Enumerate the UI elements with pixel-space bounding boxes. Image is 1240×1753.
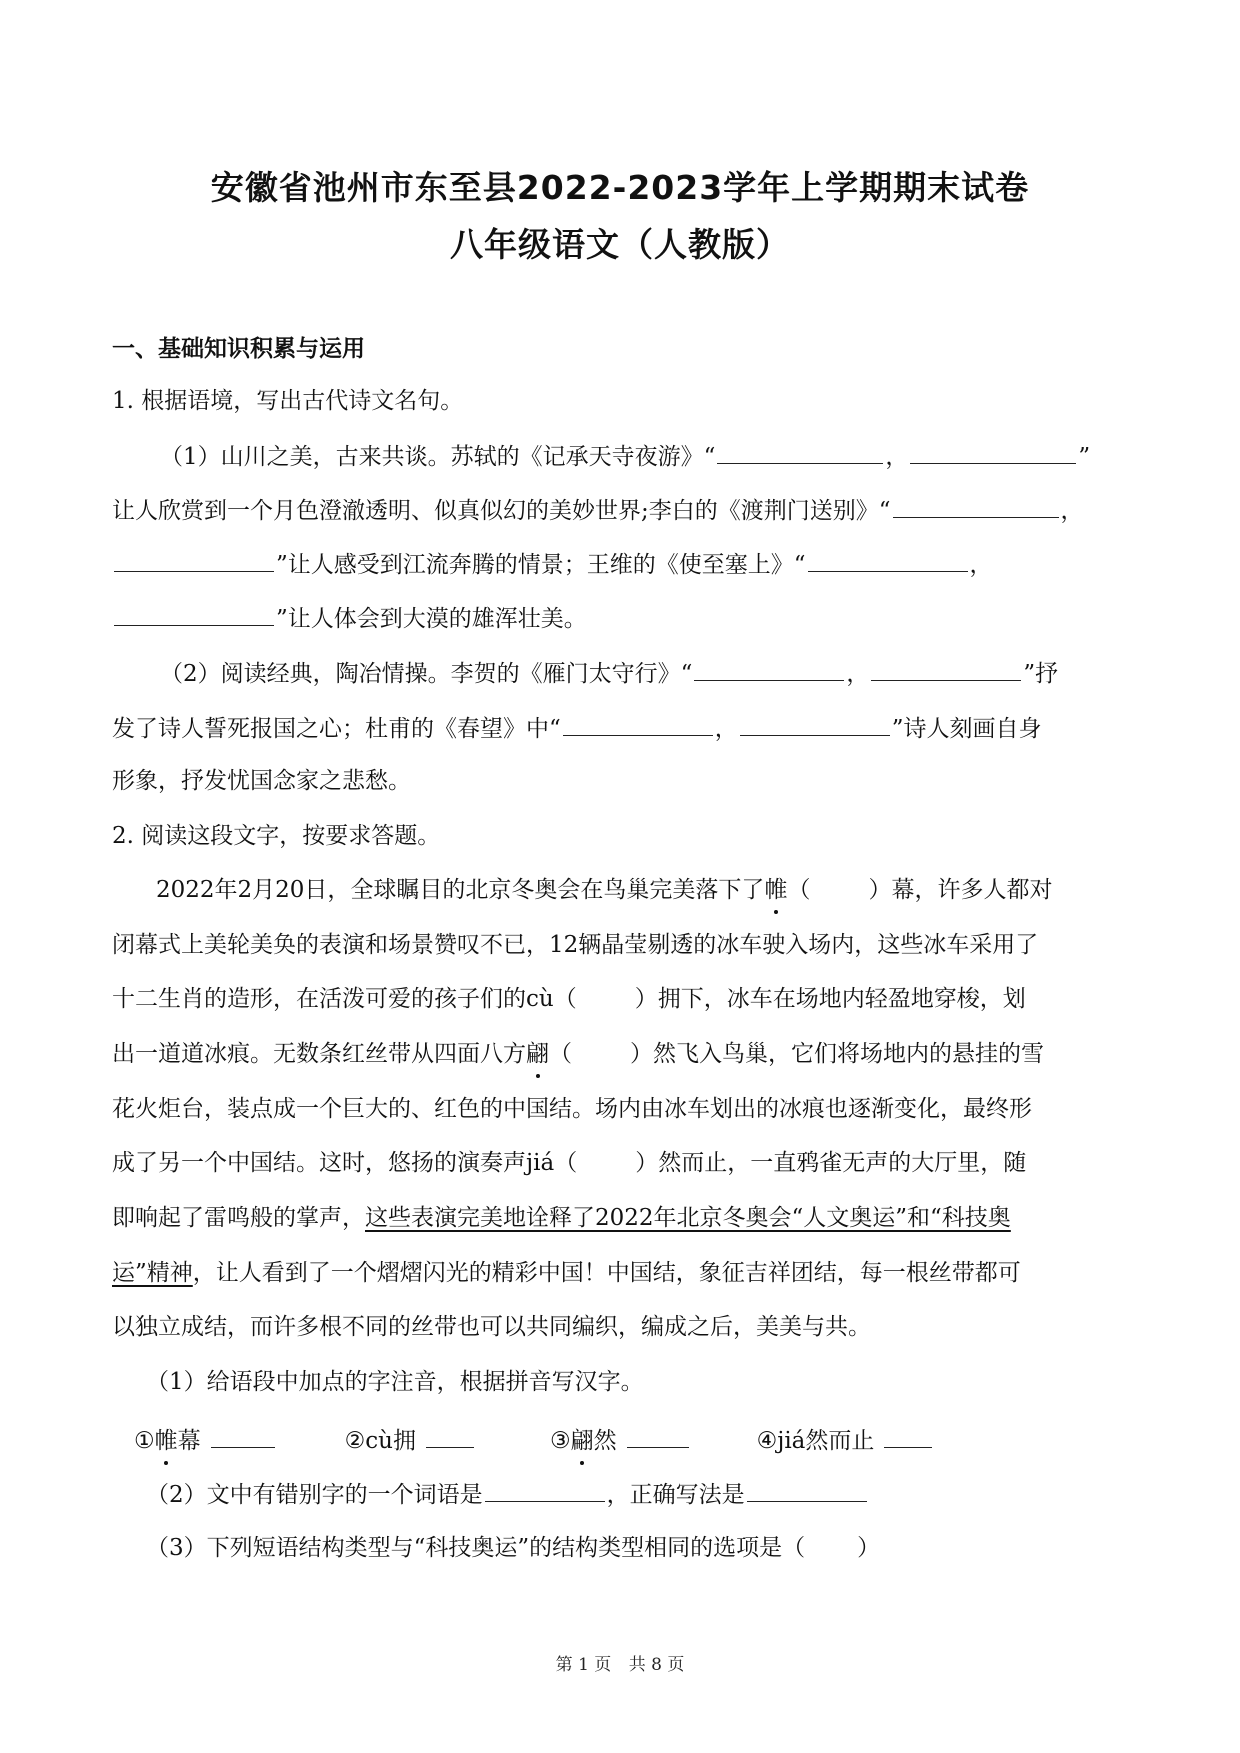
answer-blank[interactable]	[426, 1423, 474, 1448]
q2-sub1: （1）给语段中加点的字注音，根据拼音写汉字。	[146, 1369, 644, 1395]
page-total: 共 8 页	[628, 1655, 685, 1675]
answer-blank[interactable]	[114, 601, 274, 626]
q2-passage-line9: 以独立成结，而许多根不同的丝带也可以共同编织，编成之后，美美与共。	[112, 1314, 871, 1340]
exam-title: 安徽省池州市东至县2022-2023学年上学期期末试卷	[210, 168, 1030, 207]
q2-sub3: （3）下列短语结构类型与“科技奥运”的结构类型相同的选项是（ ）	[146, 1535, 881, 1561]
exam-subtitle: 八年级语文（人教版）	[450, 225, 790, 264]
answer-blank[interactable]	[808, 547, 968, 572]
underlined-sentence: 运”精神	[112, 1260, 193, 1286]
page-footer	[0, 1650, 1240, 1675]
q2-passage-line6: 成了另一个中国结。这时，悠扬的演奏声jiá（ ）然而止，一直鸦雀无声的大厅里，随	[112, 1150, 1027, 1176]
item-1: ①帷幕	[134, 1428, 201, 1454]
q2-stem: 2. 阅读这段文字，按要求答题。	[112, 823, 441, 849]
answer-blank[interactable]	[884, 1423, 932, 1448]
item-3: ③翩然	[550, 1428, 617, 1454]
page-number: 第 1 页	[555, 1655, 612, 1675]
q2-passage-line3: 十二生肖的造形，在活泼可爱的孩子们的cù（ ）拥下，冰车在场地内轻盈地穿梭，划	[112, 986, 1026, 1012]
answer-blank[interactable]	[563, 711, 713, 736]
item-4: ④jiá然而止	[756, 1428, 875, 1454]
answer-blank[interactable]	[910, 439, 1076, 464]
answer-blank[interactable]	[694, 656, 844, 681]
dotted-char: 翩	[526, 1038, 549, 1070]
q1-p2-line3: 形象，抒发忧国念家之悲愁。	[112, 768, 411, 794]
answer-blank[interactable]	[485, 1477, 605, 1502]
q1-p2-line1: （2）阅读经典，陶冶情操。李贺的《雁门太守行》“ ， ”抒	[112, 656, 1128, 690]
q2-sub2: （2）文中有错别字的一个词语是 ，正确写法是	[146, 1477, 1162, 1511]
answer-blank[interactable]	[717, 439, 883, 464]
q1-p1-line1: （1）山川之美，古来共谈。苏轼的《记承天寺夜游》“ ， ”	[112, 439, 1128, 473]
q2-passage-line4: 出一道道冰痕。无数条红丝带从四面八方翩（ ）然飞入鸟巢，它们将场地内的悬挂的雪	[112, 1038, 1128, 1070]
q2-passage-line2: 闭幕式上美轮美奂的表演和场景赞叹不已，12辆晶莹剔透的冰车驶入场内，这些冰车采用了	[112, 932, 1039, 958]
item-2: ②cù拥	[344, 1428, 416, 1454]
answer-blank[interactable]	[740, 711, 890, 736]
q2-passage-line8: 运”精神，让人看到了一个熠熠闪光的精彩中国！中国结，象征吉祥团结，每一根丝带都可	[112, 1260, 1021, 1286]
q1-p2-line2: 发了诗人誓死报国之心；杜甫的《春望》中“ ， ”诗人刻画自身	[112, 711, 1128, 745]
section-heading: 一、基础知识积累与运用	[112, 336, 365, 362]
q1-p1-line4: ”让人体会到大漠的雄浑壮美。	[112, 601, 1128, 635]
dotted-char: 帷	[764, 874, 787, 906]
answer-blank[interactable]	[871, 656, 1021, 681]
q1-stem: 1. 根据语境，写出古代诗文名句。	[112, 388, 464, 414]
answer-blank[interactable]	[211, 1423, 275, 1448]
q2-passage-line1: 2022年2月20日，全球瞩目的北京冬奥会在鸟巢完美落下了帷（ ）幕，许多人都对	[112, 874, 1128, 906]
q2-passage-line7: 即响起了雷鸣般的掌声，这些表演完美地诠释了2022年北京冬奥会“人文奥运”和“科技奥	[112, 1205, 1011, 1231]
q1-p1-line2: 让人欣赏到一个月色澄澈透明、似真似幻的美妙世界;李白的《渡荆门送别》“ ，	[112, 493, 1128, 527]
answer-blank[interactable]	[627, 1423, 689, 1448]
q1-p1-line3: ”让人感受到江流奔腾的情景；王维的《使至塞上》“ ，	[112, 547, 1128, 581]
q2-passage-line5: 花火炬台，装点成一个巨大的、红色的中国结。场内由冰车划出的冰痕也逐渐变化，最终形	[112, 1096, 1032, 1122]
underlined-sentence: 这些表演完美地诠释了2022年北京冬奥会“人文奥运”和“科技奥	[365, 1205, 1011, 1231]
answer-blank[interactable]	[747, 1477, 867, 1502]
q2-sub1-items	[134, 1423, 1150, 1457]
answer-blank[interactable]	[893, 493, 1059, 518]
answer-blank[interactable]	[114, 547, 274, 572]
